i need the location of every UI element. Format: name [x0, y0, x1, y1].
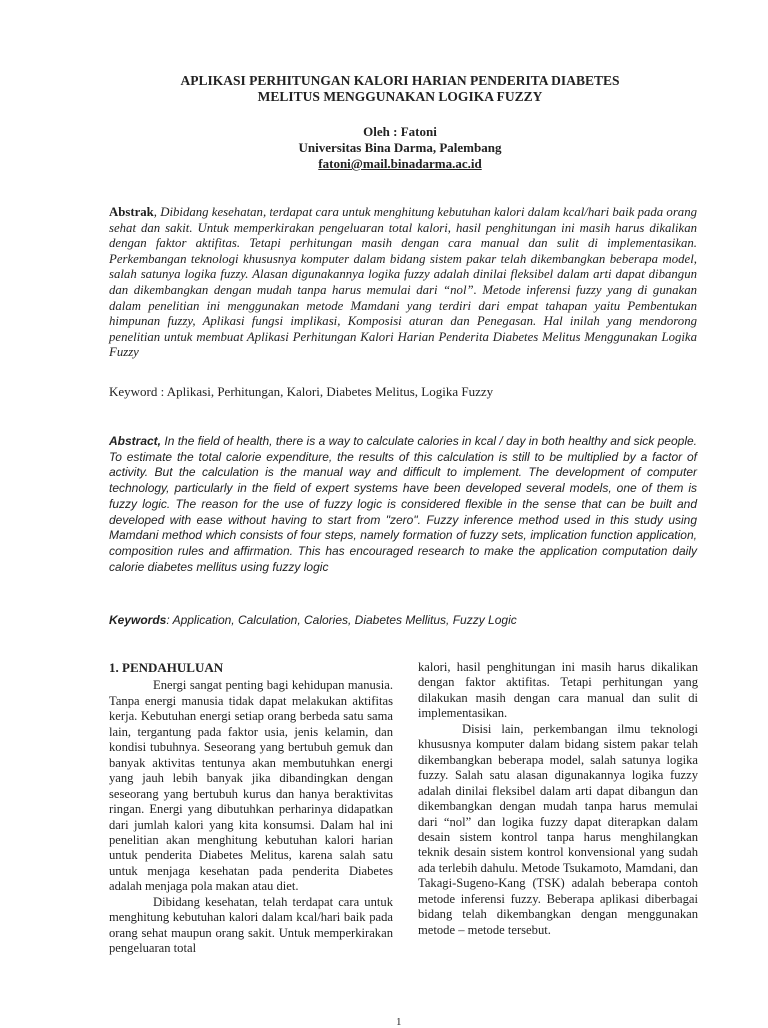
abstract-label: Abstract, [109, 434, 162, 448]
keywords-text: : Application, Calculation, Calories, Diabetes Mellitus, Fuzzy Logic [166, 613, 517, 627]
abstrak-text: , Dibidang kesehatan, terdapat cara untuk menghitung kebutuhan kalori dalam kcal/hari baik pada orang sehat dan sakit. Untuk memperkirakan pengeluaran total kalori, hasil penghitungan ini masih harus dikalikan dengan faktor aktifitas. Tetapi perhitungan masih dengan cara manual dan sulit di implementasikan. Perkembangan teknologi khususnya komputer dalam bidang sistem pakar telah dikembangkan beberapa model, salah satunya logika fuzzy. Alasan digunakannya logika fuzzy adalah dinilai fleksibel dalam arti dapat dibangun dan dikembangkan dengan mudah tanpa harus memulai dari “nol”. Metode inferensi fuzzy yang di gunakan dalam penelitian ini menggunakan metode Mamdani yang terdiri dari empat tahapan yaitu Pembentukan himpunan fuzzy, Aplikasi fungsi implikasi, Komposisi aturan dan Penegasan. Hal inilah yang mendorong penelitian untuk membuat Aplikasi Perhitungan Kalori Harian Penderita Diabetes Melitus Menggunakan Logika Fuzzy [109, 205, 697, 360]
email-text[interactable]: fatoni@mail.binadarma.ac.id [318, 156, 482, 171]
right-paragraph-2: Disisi lain, perkembangan ilmu teknologi khususnya komputer dalam bidang sistem pakar telah dikembangkan beberapa model, salah satunya logika fuzzy. Salah satu alasan digunakannya logika fuzzy adalah dinilai fleksibel dalam arti dapat dibangun dan dikembangkan dengan mudah tanpa harus memulai dari “nol” dan logika fuzzy dapat diterapkan dalam desain sistem kontrol tanpa harus menghilangkan teknik desain sistem kontrol konvensional yang sudah ada terlebih dahulu. Metode Tsukamoto, Mamdani, dan Takagi-Sugeno-Kang (TSK) adalah beberapa contoh metode inferensi fuzzy. Beberapa aplikasi diberbagai bidang telah dikembangkan dengan menggunakan metode – metode tersebut. [418, 721, 698, 937]
left-paragraph-1: Energi sangat penting bagi kehidupan manusia. Tanpa energi manusia tidak dapat melakukan aktifitas kerja. Kebutuhan energi setiap orang berbeda satu sama lain, tergantung pada faktor usia, jenis kelamin, dan kondisi tubuhnya. Seseorang yang bertubuh gemuk dan banyak aktivitas tentunya akan membutuhkan energi yang jauh lebih banyak jika dibandingkan dengan seseorang yang bertubuh kurus dan hanya beraktivitas ringan. Energi yang dibutuhkan perharinya didapatkan dari jumlah kalori yang kita konsumsi. Dalam hal ini penelitian akan menghitung kebutuhan kalori harian untuk penderita Diabetes Melitus, karena salah satu untuk menjaga kesehatan pada penderita Diabetes adalah menjaga pola makan atau diet. [109, 678, 393, 894]
affiliation: Universitas Bina Darma, Palembang [298, 140, 502, 155]
author: Oleh : Fatoni [363, 124, 437, 139]
abstract-text: In the field of health, there is a way to calculate calories in kcal / day in both healthy and sick people. To estimate the total calorie expenditure, the results of this calculation is still to be multiplied by a factor of activity. But the calculation is the manual way and difficult to implement. The development of computer technology, particularly in the field of expert systems have been developed several models, one of them is fuzzy logic. The reason for the use of fuzzy logic is considered flexible in the sense that can be built and developed with ease without having to start from "zero". Fuzzy inference method used in this study using Mamdani method which consists of four steps, namely formation of fuzzy sets, implication function application, composition rules and affirmation. This has encouraged research to make the application computation daily calorie diabetes mellitus using fuzzy logic [109, 434, 697, 574]
right-column [418, 660, 698, 938]
paper-title-line-1: APLIKASI PERHITUNGAN KALORI HARIAN PENDERITA DIABETES [180, 73, 620, 88]
right-paragraph-1: kalori, hasil penghitungan ini masih harus dikalikan dengan faktor aktifitas. Tetapi perhitungan yang dilakukan masih dengan cara manual dan sulit di implementasikan. [418, 660, 698, 721]
keyword-id: Keyword : Aplikasi, Perhitungan, Kalori, Diabetes Melitus, Logika Fuzzy [109, 384, 494, 399]
keywords-en [109, 612, 697, 628]
left-column [109, 660, 393, 957]
paper-title-line-2: MELITUS MENGGUNAKAN LOGIKA FUZZY [257, 89, 543, 104]
keywords-label: Keywords [109, 613, 167, 627]
left-paragraph-2: Dibidang kesehatan, telah terdapat cara untuk menghitung kebutuhan kalori dalam kcal/hari baik pada orang sehat maupun orang sakit. Untuk memperkirakan pengeluaran total [109, 894, 393, 956]
section-heading: 1. PENDAHULUAN [109, 660, 224, 675]
page-number: 1 [396, 1016, 402, 1028]
abstrak-paragraph [109, 205, 697, 361]
abstract-paragraph [109, 434, 697, 575]
abstrak-label: Abstrak [109, 205, 154, 219]
email-link[interactable] [60, 156, 740, 172]
